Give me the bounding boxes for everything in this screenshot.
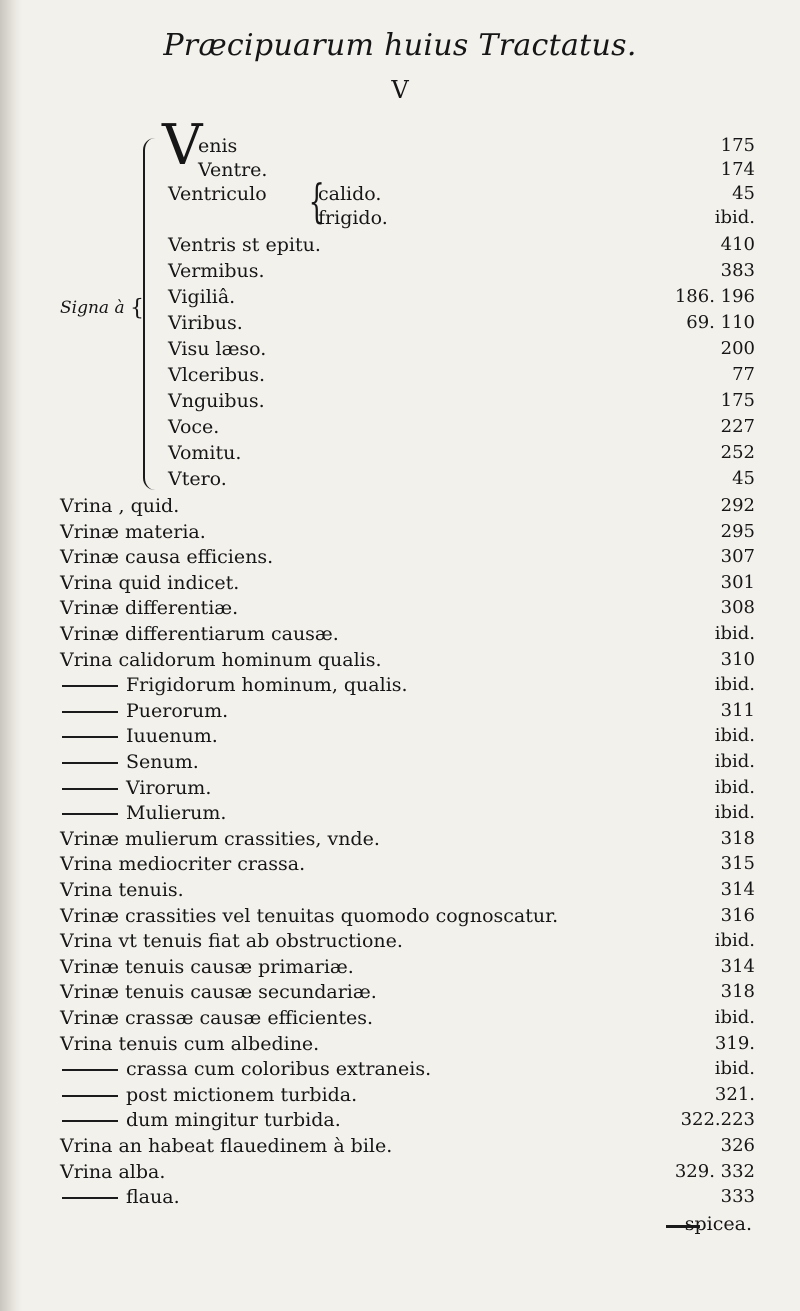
entry-text: Iuuenum. (126, 725, 218, 747)
entry-page: 175 (720, 390, 755, 411)
ditto-dash (62, 1120, 118, 1122)
index-entry (0, 571, 800, 599)
entry-page: 45 (732, 468, 755, 489)
index-entry (0, 955, 800, 983)
entry-page: 186. 196 (674, 286, 755, 307)
index-entry (0, 801, 800, 829)
entry-page: 333 (720, 1186, 755, 1207)
entry-page: ibid. (714, 1007, 755, 1028)
entry-text: Vrina tenuis. (60, 879, 184, 901)
entry-text: Vrinæ differentiarum causæ. (60, 623, 339, 645)
entry-page: 311 (720, 700, 755, 721)
entry-text: Vrina alba. (60, 1161, 166, 1183)
entry-page: 310 (720, 649, 755, 670)
entry-text: enis (198, 135, 238, 157)
entry-text: Vrinæ tenuis causæ primariæ. (60, 956, 354, 978)
index-entry (0, 467, 800, 495)
entry-page: ibid. (714, 674, 755, 695)
index-entry (0, 1134, 800, 1162)
entry-text: Vrinæ mulierum crassities, vnde. (60, 828, 380, 850)
entry-text: dum mingitur turbida. (126, 1109, 341, 1131)
entry-page: ibid. (714, 725, 755, 746)
entry-page: 314 (720, 879, 755, 900)
index-entry (0, 337, 800, 365)
entry-text: Vnguibus. (168, 390, 265, 412)
entry-text: Vrina quid indicet. (60, 572, 240, 594)
entry-page: 322.223 (680, 1109, 755, 1130)
index-entry (0, 596, 800, 624)
section-letter: V (391, 76, 409, 104)
entry-text: post mictionem turbida. (126, 1084, 358, 1106)
ditto-dash (62, 1197, 118, 1199)
index-entry (0, 878, 800, 906)
entry-text: Vigiliâ. (168, 286, 236, 308)
entry-text: Vrina tenuis cum albedine. (60, 1033, 320, 1055)
entry-page: 77 (732, 364, 755, 385)
index-entry (0, 622, 800, 650)
entry-page: ibid. (714, 802, 755, 823)
running-title: Præcipuarum huius Tractatus. (163, 28, 637, 63)
ditto-dash (62, 813, 118, 815)
index-entry (0, 259, 800, 287)
entry-page: 308 (720, 597, 755, 618)
entry-page: 295 (720, 521, 755, 542)
entry-text: Vomitu. (168, 442, 242, 464)
index-entry (0, 852, 800, 880)
entry-text: Voce. (168, 416, 220, 438)
entry-page: 45 (732, 183, 755, 204)
entry-text: Vrinæ crassities vel tenuitas quomodo cognoscatur. (60, 905, 559, 927)
entry-text: Vrina vt tenuis fiat ab obstructione. (60, 930, 403, 952)
entry-text: Vrinæ tenuis causæ secundariæ. (60, 981, 377, 1003)
index-entry (0, 233, 800, 261)
entry-text: Mulierum. (126, 802, 227, 824)
index-entry (0, 441, 800, 469)
entry-text: Senum. (126, 751, 199, 773)
index-entry (0, 494, 800, 522)
entry-text: Visu læso. (168, 338, 267, 360)
brace-point: { (130, 296, 144, 321)
index-entry (0, 724, 800, 752)
index-entry (0, 520, 800, 548)
entry-page: 292 (720, 495, 755, 516)
entry-page: 69. 110 (686, 312, 755, 333)
ditto-dash (62, 788, 118, 790)
entry-text: Vrinæ causa efficiens. (60, 546, 274, 568)
entry-text: Ventris st epitu. (168, 234, 321, 256)
index-entry (0, 648, 800, 676)
index-entry (0, 285, 800, 313)
entry-subtext: frigido. (318, 207, 388, 229)
index-entry (0, 415, 800, 443)
index-entry (0, 311, 800, 339)
signa-label: Signa à (60, 298, 125, 318)
entry-text: Vrinæ crassæ causæ efficientes. (60, 1007, 374, 1029)
index-entry (0, 545, 800, 573)
ditto-dash (62, 1095, 118, 1097)
entry-text: Frigidorum hominum, qualis. (126, 674, 408, 696)
index-entry (0, 1057, 800, 1085)
entry-page: 326 (720, 1135, 755, 1156)
index-entry (0, 1083, 800, 1111)
entry-page: 307 (720, 546, 755, 567)
index-entry (0, 389, 800, 417)
entry-text: Vtero. (168, 468, 227, 490)
entry-page: ibid. (714, 751, 755, 772)
ditto-dash (62, 685, 118, 687)
catchword: spicea. (684, 1213, 752, 1235)
ventriculo-brace: { (308, 174, 325, 228)
index-entry (0, 904, 800, 932)
entry-page: ibid. (714, 207, 755, 228)
entry-page: 315 (720, 853, 755, 874)
entry-page: 200 (720, 338, 755, 359)
entry-page: ibid. (714, 1058, 755, 1079)
entry-page: 301 (720, 572, 755, 593)
entry-page: 252 (720, 442, 755, 463)
entry-text: Vrina mediocriter crassa. (60, 853, 306, 875)
entry-page: 329. 332 (674, 1161, 755, 1182)
entry-text: Vrinæ materia. (60, 521, 206, 543)
index-entry (0, 1108, 800, 1136)
entry-page: 314 (720, 956, 755, 977)
index-entry (0, 1185, 800, 1213)
entry-text: Virorum. (126, 777, 212, 799)
entry-page: ibid. (714, 930, 755, 951)
entry-page: 410 (720, 234, 755, 255)
entry-text: Vrinæ differentiæ. (60, 597, 239, 619)
entry-page: 318 (720, 981, 755, 1002)
entry-text: Ventriculo (168, 183, 267, 205)
entry-page: 175 (720, 135, 755, 156)
entry-text: Vrina , quid. (60, 495, 180, 517)
index-entry (0, 699, 800, 727)
index-entry (0, 980, 800, 1008)
entry-page: ibid. (714, 777, 755, 798)
index-entry (0, 776, 800, 804)
index-entry (0, 673, 800, 701)
ditto-dash (62, 711, 118, 713)
entry-text: Puerorum. (126, 700, 229, 722)
entry-page: 318 (720, 828, 755, 849)
index-entry (0, 827, 800, 855)
entry-text: Viribus. (168, 312, 243, 334)
entry-page: 227 (720, 416, 755, 437)
index-entry (0, 363, 800, 391)
entry-page: 316 (720, 905, 755, 926)
ditto-dash (62, 1069, 118, 1071)
entry-text: Vrina an habeat flauedinem à bile. (60, 1135, 393, 1157)
entry-page: 174 (720, 159, 755, 180)
entry-text: Vermibus. (168, 260, 265, 282)
index-entry (0, 929, 800, 957)
ditto-dash (62, 736, 118, 738)
index-entry (0, 750, 800, 778)
index-entry (0, 1032, 800, 1060)
index-entry (0, 1006, 800, 1034)
entry-subtext: calido. (318, 183, 382, 205)
ditto-dash (62, 762, 118, 764)
entry-page: 383 (720, 260, 755, 281)
entry-page: ibid. (714, 623, 755, 644)
drop-initial: V (162, 113, 203, 178)
entry-text: flaua. (126, 1186, 180, 1208)
entry-text: Vlceribus. (168, 364, 266, 386)
entry-text: Vrina calidorum hominum qualis. (60, 649, 382, 671)
entry-text: crassa cum coloribus extraneis. (126, 1058, 432, 1080)
entry-page: 321. (714, 1084, 755, 1105)
entry-text: Ventre. (198, 159, 268, 181)
index-entry (0, 206, 800, 234)
entry-page: 319. (714, 1033, 755, 1054)
index-entry (0, 1160, 800, 1188)
